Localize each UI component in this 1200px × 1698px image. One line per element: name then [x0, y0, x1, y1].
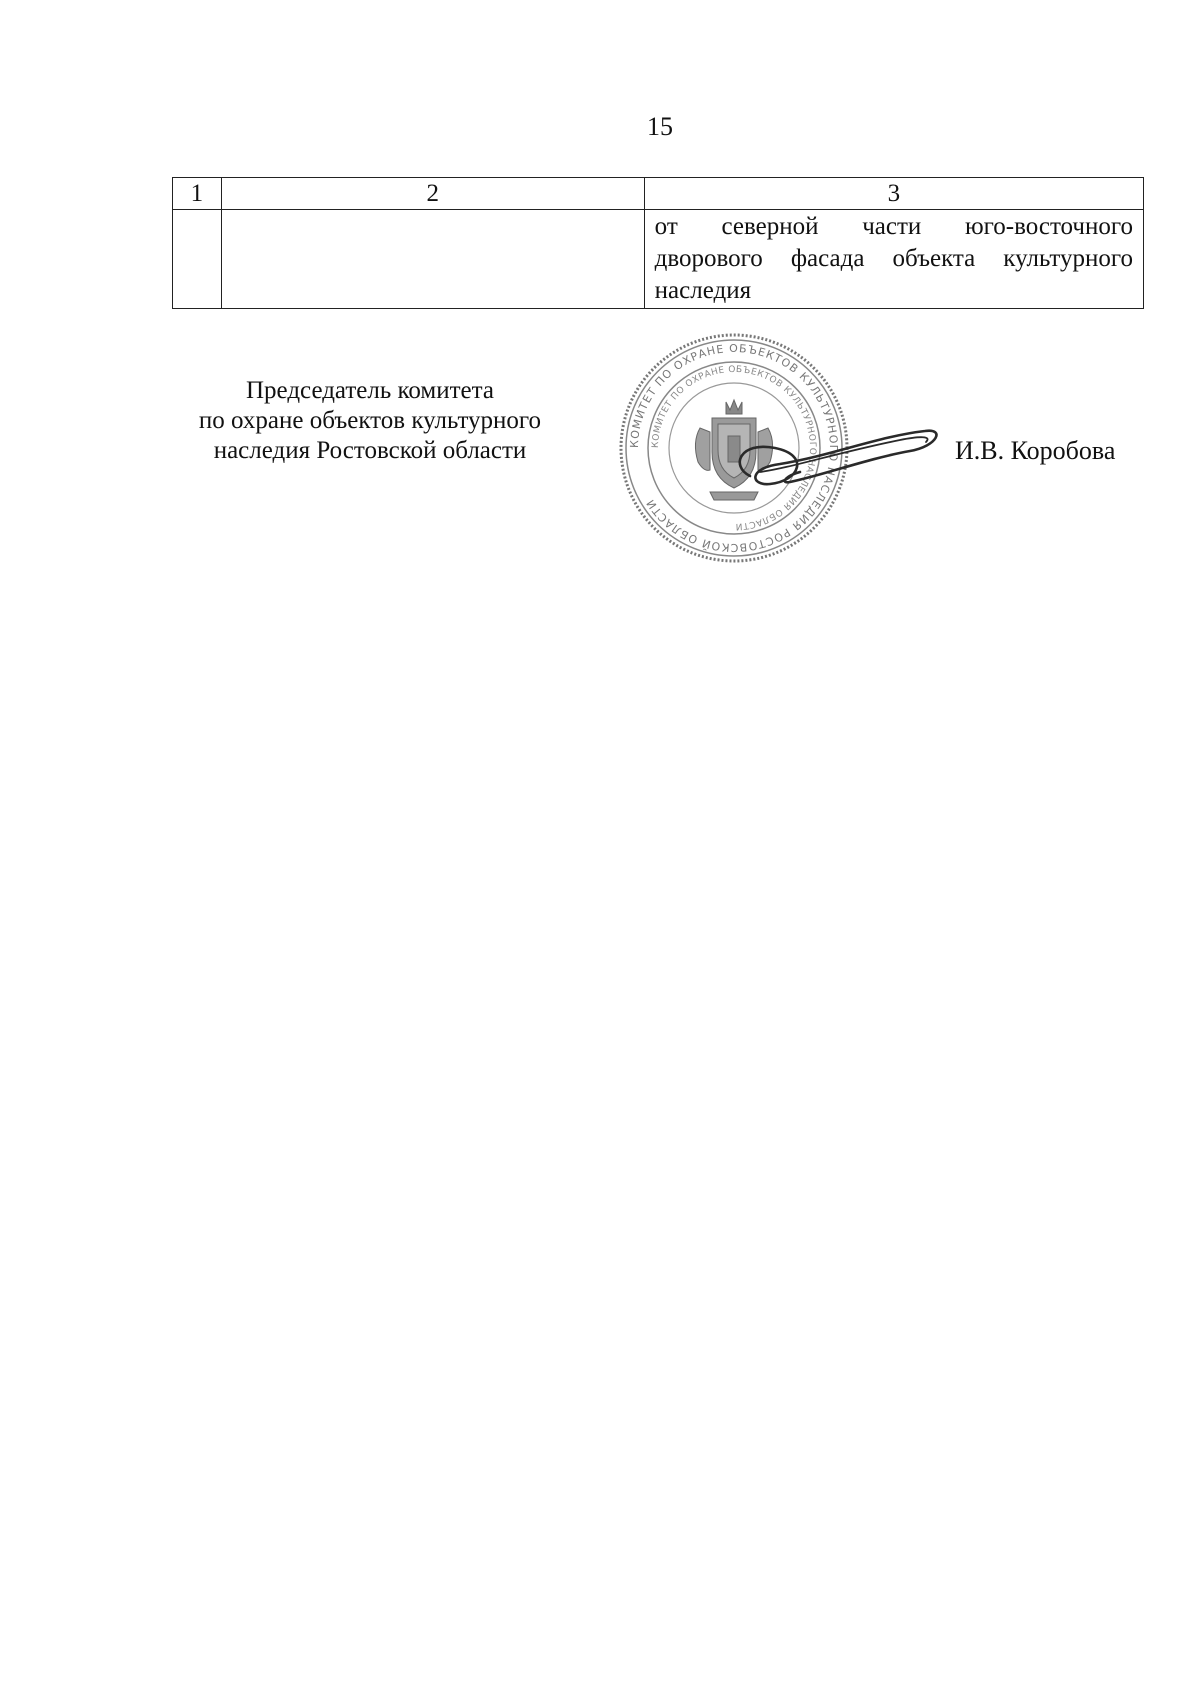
table-cell [173, 210, 222, 309]
signatory-name: И.В. Коробова [955, 436, 1116, 465]
signatory-position-line: по охране объектов культурного [198, 407, 542, 434]
table-row [173, 210, 1144, 309]
table-cell: от северной части юго-восточного дворового фасада объекта культурного наследия [644, 210, 1143, 309]
seal-outer-text: КОМИТЕТ ПО ОХРАНЕ ОБЪЕКТОВ КУЛЬТУРНОГО НАСЛЕДИЯ РОСТОВСКОЙ ОБЛАСТИ [627, 341, 841, 555]
seal-inner-text: КОМИТЕТ ПО ОХРАНЕ ОБЪЕКТОВ КУЛЬТУРНОГО НАСЛЕДИЯ ОБЛАСТИ [650, 364, 818, 532]
handwritten-signature [700, 406, 940, 506]
table-cell [221, 210, 644, 309]
table-header-row [173, 178, 1144, 210]
signatory-position-line: наследия Ростовской области [213, 437, 527, 464]
signatory-position [160, 376, 580, 466]
signatory-position-line: Председатель комитета [246, 377, 494, 404]
table-header-cell: 2 [221, 178, 644, 210]
page-number: 15 [647, 112, 673, 141]
table-header-cell: 1 [173, 178, 222, 210]
table-header-cell: 3 [644, 178, 1143, 210]
document-table [172, 177, 1144, 309]
